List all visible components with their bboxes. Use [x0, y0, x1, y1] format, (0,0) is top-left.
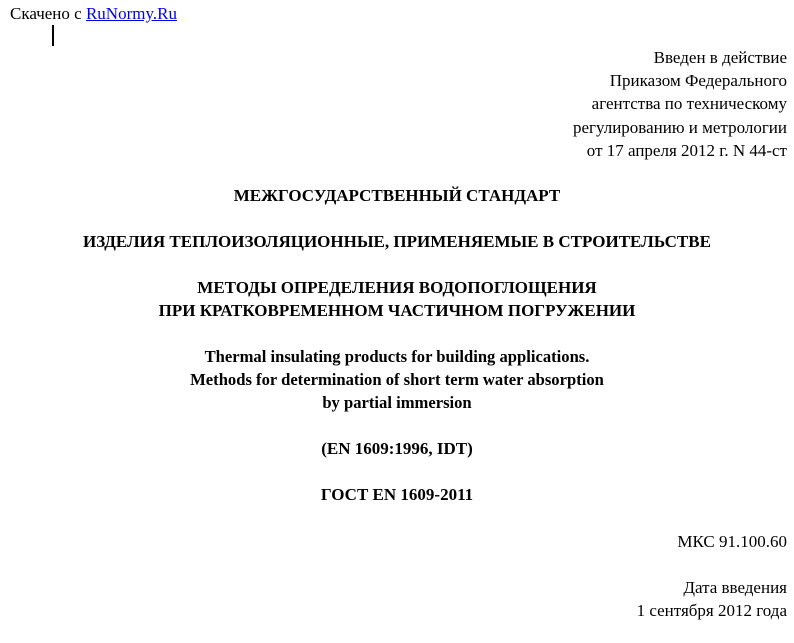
- english-title-line-3: by partial immersion: [322, 393, 472, 412]
- download-prefix: Скачено с: [10, 4, 82, 23]
- standard-type-heading: МЕЖГОСУДАРСТВЕННЫЙ СТАНДАРТ: [233, 186, 561, 205]
- intro-line: агентства по техническому: [591, 94, 787, 114]
- english-title-line-2: Methods for determination of short term water absorption: [190, 370, 604, 389]
- product-title-heading: ИЗДЕЛИЯ ТЕПЛОИЗОЛЯЦИОННЫЕ, ПРИМЕНЯЕМЫЕ В СТРОИТЕЛЬСТВЕ: [83, 232, 711, 251]
- effective-date-value: 1 сентября 2012 года: [636, 601, 787, 620]
- method-title-line-2: ПРИ КРАТКОВРЕМЕННОМ ЧАСТИЧНОМ ПОГРУЖЕНИИ: [158, 301, 636, 320]
- gost-number: ГОСТ EN 1609-2011: [320, 485, 474, 504]
- introduction-block: [367, 46, 787, 162]
- intro-line: регулированию и метрологии: [572, 117, 787, 137]
- mks-code: МКС 91.100.60: [677, 532, 787, 551]
- intro-line: Приказом Федерального: [609, 71, 787, 91]
- download-source-line: [10, 4, 177, 24]
- runormy-link[interactable]: RuNormy.Ru: [85, 4, 177, 23]
- intro-line: от 17 апреля 2012 г. N 44-ст: [586, 140, 787, 160]
- english-title-line-1: Thermal insulating products for building applications.: [204, 347, 590, 366]
- equivalence-label: (EN 1609:1996, IDT): [321, 439, 473, 458]
- effective-date-label: Дата введения: [683, 578, 787, 597]
- text-cursor: [52, 25, 54, 46]
- intro-line: Введен в действие: [653, 48, 787, 67]
- method-title-line-1: МЕТОДЫ ОПРЕДЕЛЕНИЯ ВОДОПОГЛОЩЕНИЯ: [197, 278, 597, 297]
